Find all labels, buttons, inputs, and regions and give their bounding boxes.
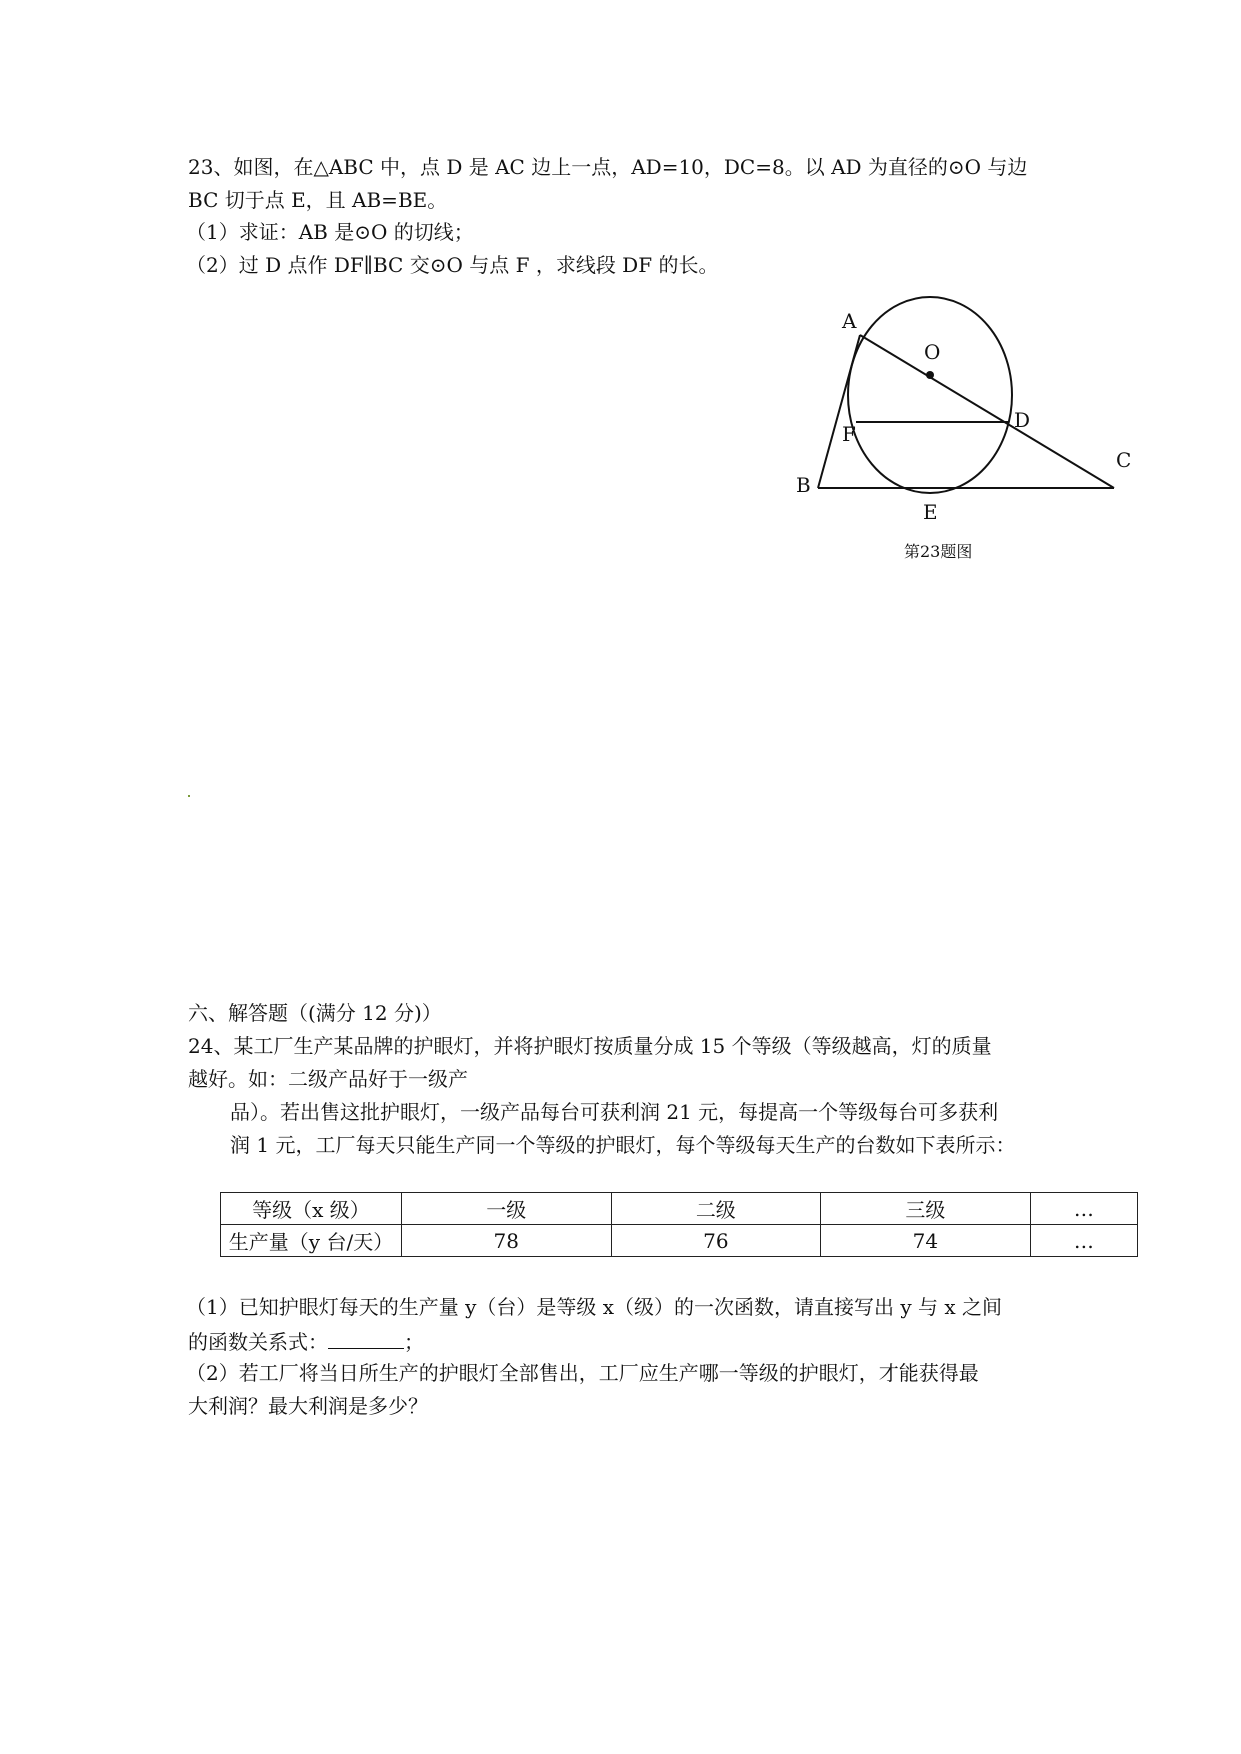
circle-o [848, 297, 1012, 493]
q23-part-1: （1）求证：AB 是⊙O 的切线； [186, 220, 474, 244]
q24-part-1-line-2 [188, 1330, 424, 1352]
label-o: O [924, 340, 941, 364]
grade-production-table [220, 1192, 1138, 1257]
table-row [221, 1225, 1138, 1257]
stray-dot [188, 795, 190, 797]
label-b: B [796, 473, 811, 497]
table-cell: 二级 [611, 1193, 821, 1225]
q24-part-1-suffix: ； [404, 1330, 424, 1354]
q24-stem-line-2: 越好。如：二级产品好于一级产 [188, 1067, 468, 1091]
table-cell: 一级 [402, 1193, 612, 1225]
table-cell: 等级（x 级） [221, 1193, 402, 1225]
table-cell: 三级 [821, 1193, 1031, 1225]
label-a: A [842, 309, 857, 333]
table-cell: 76 [611, 1225, 821, 1257]
section-6-heading: 六、解答题（(满分 12 分)） [188, 1001, 442, 1025]
label-d: D [1014, 408, 1031, 432]
table-cell: 生产量（y 台/天） [221, 1225, 402, 1257]
q23-part-2: （2）过 D 点作 DF∥BC 交⊙O 与点 F ，求线段 DF 的长。 [186, 253, 719, 277]
label-e: E [923, 500, 938, 524]
label-c: C [1116, 448, 1132, 472]
q24-part-2-line-1: （2）若工厂将当日所生产的护眼灯全部售出，工厂应生产哪一等级的护眼灯，才能获得最 [186, 1361, 979, 1385]
table-cell: 74 [821, 1225, 1031, 1257]
table-cell: … [1030, 1225, 1137, 1257]
segment-ab [818, 335, 860, 488]
q23-stem-line-1: 23、如图，在△ABC 中，点 D 是 AC 边上一点，AD=10，DC=8。以 AD 为直径的⊙O 与边 [188, 155, 1028, 179]
q23-stem-line-2: BC 切于点 E，且 AB=BE。 [188, 188, 448, 212]
center-o-point [926, 371, 934, 379]
table-row [221, 1193, 1138, 1225]
table-cell: … [1030, 1193, 1137, 1225]
q24-stem-line-3: 品）。若出售这批护眼灯，一级产品每台可获利润 21 元，每提高一个等级每台可多获利 [230, 1100, 999, 1124]
q24-stem-line-1: 24、某工厂生产某品牌的护眼灯，并将护眼灯按质量分成 15 个等级（等级越高，灯的质量 [188, 1034, 992, 1058]
q24-part-1-line-1: （1）已知护眼灯每天的生产量 y（台）是等级 x（级）的一次函数，请直接写出 y 与 x 之间 [186, 1295, 1003, 1319]
label-f: F [842, 422, 856, 446]
q24-stem-line-4: 润 1 元，工厂每天只能生产同一个等级的护眼灯，每个等级每天生产的台数如下表所示： [230, 1133, 1016, 1157]
table-cell: 78 [402, 1225, 612, 1257]
q24-part-1-prefix: 的函数关系式： [188, 1330, 328, 1354]
q23-geometry-figure [790, 295, 1170, 575]
figure-caption: 第23题图 [904, 542, 973, 561]
q24-part-2-line-2: 大利润？最大利润是多少？ [188, 1394, 428, 1418]
answer-blank[interactable] [328, 1330, 404, 1349]
